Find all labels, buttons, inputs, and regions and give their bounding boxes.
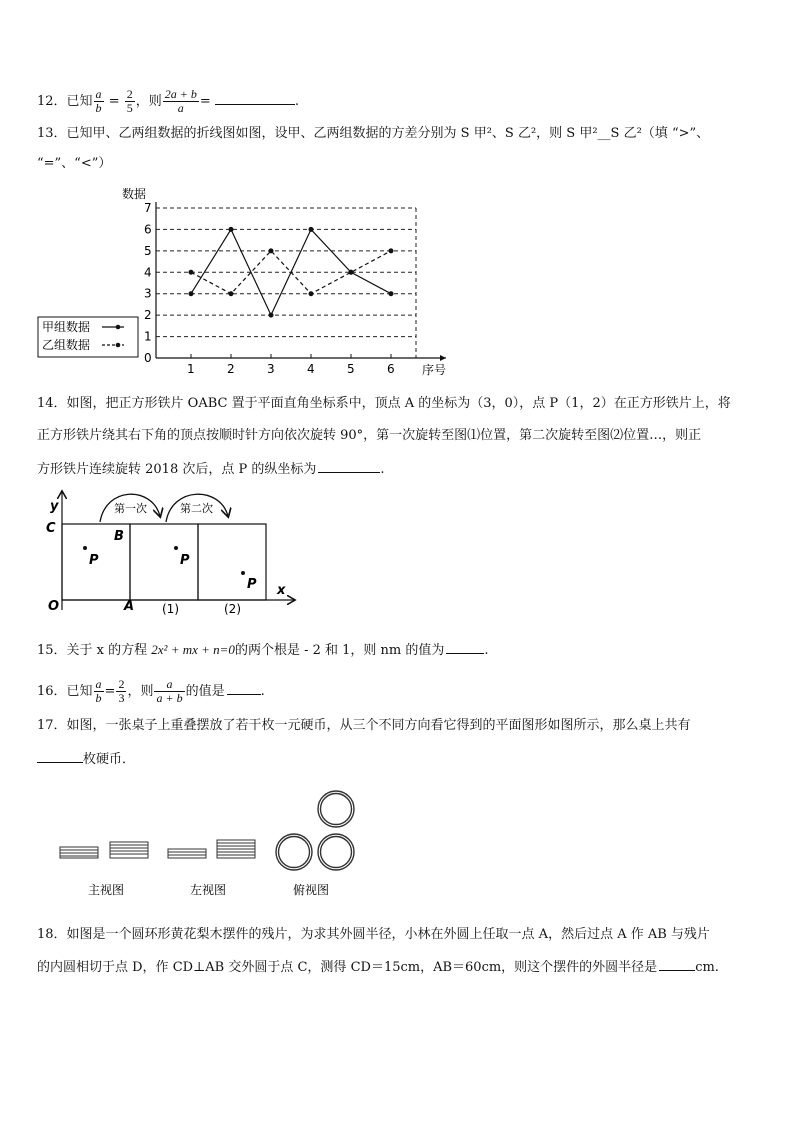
q16-end: . xyxy=(260,684,265,699)
q16-eq: = xyxy=(104,684,116,699)
answer-blank[interactable] xyxy=(446,641,484,654)
answer-blank[interactable] xyxy=(318,460,380,473)
data-point xyxy=(309,227,314,232)
legend-label: 乙组数据 xyxy=(42,338,91,352)
q15-end: . xyxy=(484,643,489,658)
fraction-a-over-a-plus-b: $\frac{a}{a + b}$ xyxy=(156,677,183,705)
label-fig-1: (1) xyxy=(162,602,179,616)
question-13-line1: 13．已知甲、乙两组数据的折线图如图，设甲、乙两组数据的方差分别为 S 甲²、S 乙²，则 S 甲²__S 乙²（填 “>”、 xyxy=(37,126,710,141)
question-18-line2 xyxy=(37,958,719,976)
q14-line3-text: 方形铁片连续旋转 2018 次后，点 P 的纵坐标为 xyxy=(37,462,317,477)
label-A: A xyxy=(124,599,135,614)
label-P-0: P xyxy=(89,553,99,568)
question-12 xyxy=(37,88,299,115)
fraction-a-b: $\frac{a}{b}$ xyxy=(95,87,102,115)
question-14-line2: 正方形铁片绕其右下角的顶点按顺时针方向依次旋转 90°，第一次旋转至图⑴位置，第二次旋转至图⑵位置…，则正 xyxy=(37,428,702,443)
fraction-2-3: $\frac{2}{3}$ xyxy=(118,677,125,705)
label-x: x xyxy=(277,583,286,598)
y-tick-label: 5 xyxy=(144,243,152,258)
x-tick-label: 2 xyxy=(227,362,235,376)
q16-suffix: 的值是 xyxy=(185,684,225,699)
y-tick-label: 4 xyxy=(144,265,152,280)
y-tick-label: 0 xyxy=(144,351,152,365)
legend-marker xyxy=(116,325,121,330)
legend-marker xyxy=(116,343,121,348)
point-p-1 xyxy=(174,546,178,550)
x-tick-label: 1 xyxy=(187,362,195,376)
label-O: O xyxy=(48,599,60,614)
data-point xyxy=(229,227,234,232)
label-second: 第二次 xyxy=(180,502,213,515)
question-17-line1: 17．如图，一张桌子上重叠摆放了若干枚一元硬币，从三个不同方向看它得到的平面图形如图所示，那么桌上共有 xyxy=(37,718,691,733)
data-point xyxy=(389,291,394,296)
label-P-2: P xyxy=(247,577,257,592)
top-view xyxy=(276,791,354,870)
q15-equation: 2x² + mx + n=0 xyxy=(151,642,235,657)
y-tick-label: 3 xyxy=(144,286,152,301)
answer-blank[interactable] xyxy=(215,92,295,105)
label-C: C xyxy=(46,521,56,536)
rotation-figure xyxy=(34,482,304,617)
question-18-line1: 18．如图是一个圆环形黄花梨木摆件的残片，为求其外圆半径，小林在外圆上任取一点 A，然后过点 A 作 AB 与残片 xyxy=(37,927,710,942)
q17-line2-text: 枚硬币． xyxy=(83,752,136,767)
label-first: 第一次 xyxy=(114,502,147,515)
y-tick-label: 7 xyxy=(144,201,152,215)
fraction-2a-b-over-a: $\frac{2a + b}{a}$ xyxy=(164,87,197,115)
label-front-view: 主视图 xyxy=(88,883,125,897)
data-point xyxy=(349,270,354,275)
fraction-a-b: $\frac{a}{b}$ xyxy=(95,677,102,705)
q15-suffix: 的两个根是 - 2 和 1，则 nm 的值为 xyxy=(234,643,445,658)
data-point xyxy=(309,291,314,296)
answer-blank[interactable] xyxy=(659,958,695,971)
label-P-1: P xyxy=(180,553,190,568)
data-point xyxy=(229,291,234,296)
x-axis-arrow xyxy=(440,355,446,361)
question-13-line2: “=”、“<”） xyxy=(37,156,112,171)
q12-eq2: = xyxy=(199,94,211,109)
y-tick-label: 2 xyxy=(144,308,152,323)
coin-views-figure xyxy=(50,785,370,905)
data-point xyxy=(189,270,194,275)
point-p-2 xyxy=(241,571,245,575)
left-view xyxy=(168,840,255,858)
line-chart xyxy=(30,180,470,380)
y-tick-label: 1 xyxy=(144,329,152,344)
data-point xyxy=(389,248,394,253)
q12-text: 12．已知 xyxy=(37,94,93,109)
question-17-line2 xyxy=(37,750,135,768)
answer-blank[interactable] xyxy=(37,750,83,763)
q15-prefix: 15．关于 x 的方程 xyxy=(37,643,152,658)
legend-label: 甲组数据 xyxy=(42,320,91,334)
data-point xyxy=(269,313,274,318)
question-15 xyxy=(37,641,489,659)
front-view xyxy=(60,842,148,858)
q14-end: . xyxy=(380,462,385,477)
question-14-line1: 14．如图，把正方形铁片 OABC 置于平面直角坐标系中，顶点 A 的坐标为（3，0），点 P（1，2）在正方形铁片上，将 xyxy=(37,396,731,411)
x-tick-label: 4 xyxy=(307,362,315,376)
q16-prefix: 16．已知 xyxy=(37,684,93,699)
y-axis-label: 数据 xyxy=(122,187,147,201)
data-point xyxy=(269,248,274,253)
q12-eq: = xyxy=(108,94,120,109)
q12-mid: ，则 xyxy=(135,94,162,109)
point-p-0 xyxy=(83,546,87,550)
label-fig-2: (2) xyxy=(224,602,241,616)
q16-mid: ，则 xyxy=(127,684,154,699)
x-tick-label: 3 xyxy=(267,362,275,376)
answer-blank[interactable] xyxy=(227,682,261,695)
y-tick-label: 6 xyxy=(144,222,152,237)
fraction-2-5: $\frac{2}{5}$ xyxy=(126,87,133,115)
label-top-view: 俯视图 xyxy=(293,883,330,897)
x-tick-label: 6 xyxy=(387,362,395,376)
label-y: y xyxy=(50,499,59,514)
q18-line2-text: 的内圆相切于点 D，作 CD⊥AB 交外圆于点 C，测得 CD＝15cm，AB＝60cm，则这个摆件的外圆半径是 xyxy=(37,960,658,975)
x-tick-label: 5 xyxy=(347,362,355,376)
q12-end: . xyxy=(294,94,300,109)
data-point xyxy=(189,291,194,296)
q18-end: cm. xyxy=(695,960,719,975)
x-axis-label: 序号 xyxy=(422,363,447,377)
question-14-line3 xyxy=(37,460,385,478)
label-B: B xyxy=(114,529,124,544)
label-left-view: 左视图 xyxy=(190,883,227,897)
question-16 xyxy=(37,678,265,705)
